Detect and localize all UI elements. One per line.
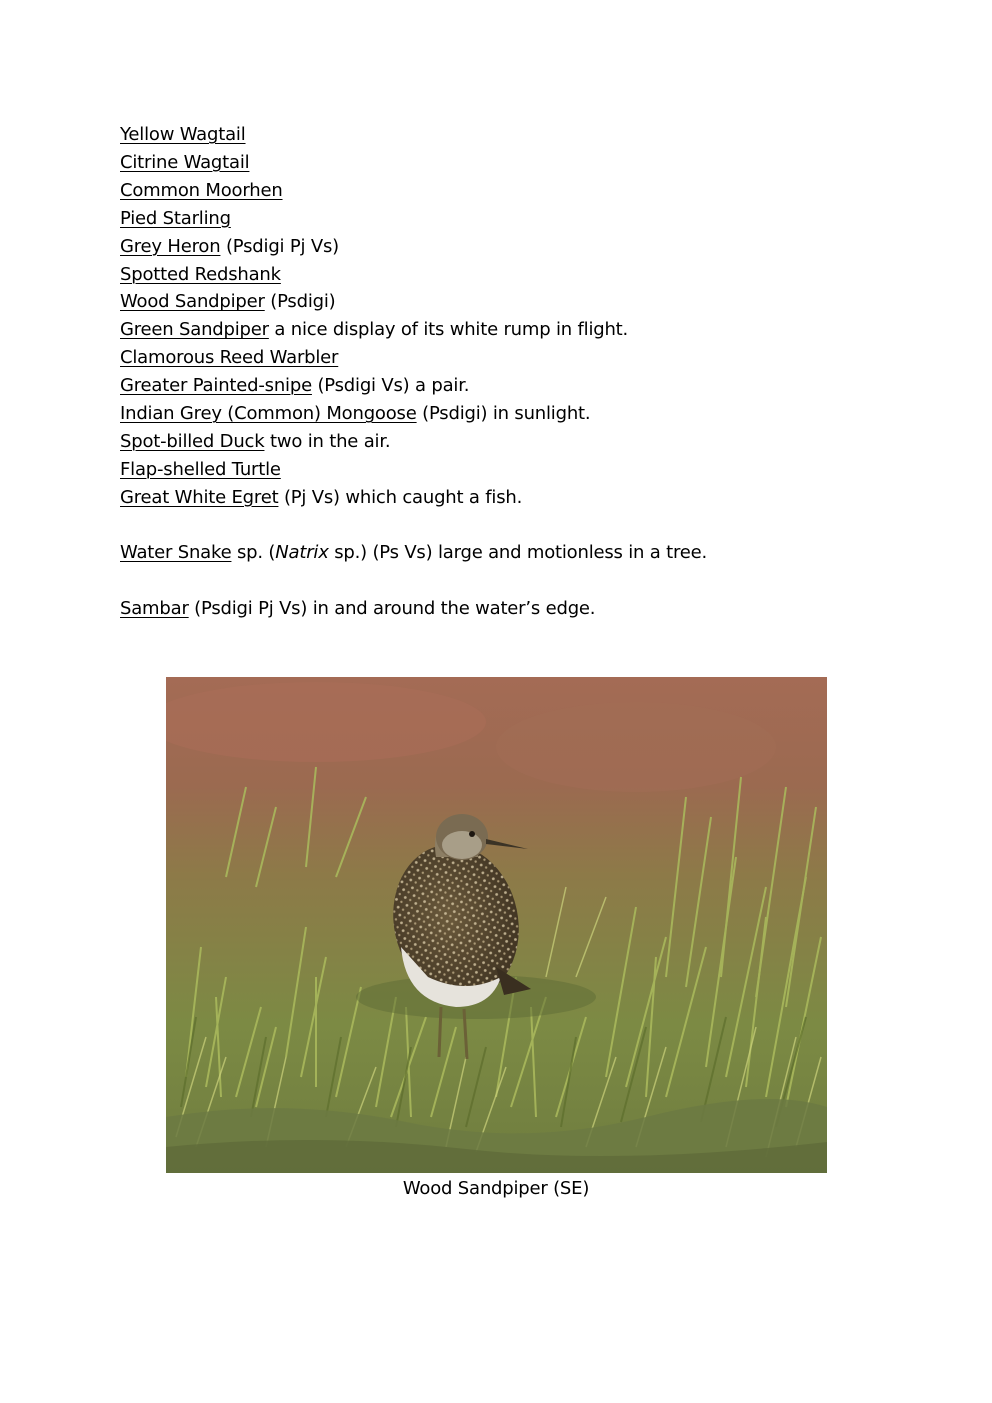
list-item bbox=[120, 428, 628, 456]
list-item bbox=[120, 288, 628, 316]
species-note: (Psdigi Vs) a pair. bbox=[311, 375, 470, 397]
species-note: sp. ( bbox=[231, 542, 276, 563]
species-name: Citrine Wagtail bbox=[120, 151, 250, 173]
water-snake-paragraph bbox=[120, 539, 707, 567]
species-name: Indian Grey (Common) Mongoose bbox=[120, 403, 417, 425]
species-note: (Pj Vs) which caught a fish. bbox=[278, 486, 523, 508]
list-item bbox=[120, 484, 628, 512]
species-name: Spotted Redshank bbox=[120, 263, 281, 285]
wood-sandpiper-photo bbox=[166, 677, 827, 1173]
species-name: Grey Heron bbox=[120, 235, 221, 257]
species-name: Flap-shelled Turtle bbox=[120, 458, 281, 480]
sambar-paragraph bbox=[120, 595, 595, 623]
species-name: Sambar bbox=[120, 598, 189, 619]
list-item bbox=[120, 316, 628, 344]
list-item bbox=[120, 233, 628, 261]
species-note: sp.) (Ps Vs) large and motionless in a tree. bbox=[328, 542, 708, 563]
species-name: Spot-billed Duck bbox=[120, 430, 265, 452]
list-item bbox=[120, 205, 628, 233]
species-note: (Psdigi Pj Vs) in and around the water’s edge. bbox=[188, 598, 596, 619]
species-note: (Psdigi) bbox=[264, 291, 336, 313]
list-item bbox=[120, 400, 628, 428]
species-name: Pied Starling bbox=[120, 207, 231, 229]
species-name: Clamorous Reed Warbler bbox=[120, 347, 339, 369]
list-item bbox=[120, 121, 628, 149]
scientific-name: Natrix bbox=[275, 542, 329, 563]
list-item bbox=[120, 456, 628, 484]
species-list bbox=[120, 121, 628, 512]
species-note: a nice display of its white rump in flight. bbox=[268, 319, 629, 341]
species-name: Greater Painted-snipe bbox=[120, 375, 312, 397]
list-item bbox=[120, 177, 628, 205]
list-item bbox=[120, 261, 628, 289]
list-item bbox=[120, 372, 628, 400]
list-item bbox=[120, 149, 628, 177]
species-name: Water Snake bbox=[120, 542, 232, 563]
species-name: Wood Sandpiper bbox=[120, 291, 265, 313]
species-note: (Psdigi) in sunlight. bbox=[416, 403, 591, 425]
species-name: Yellow Wagtail bbox=[120, 124, 246, 145]
list-item bbox=[120, 344, 628, 372]
species-name: Common Moorhen bbox=[120, 179, 283, 201]
species-note: (Psdigi Pj Vs) bbox=[220, 235, 339, 257]
species-note: two in the air. bbox=[264, 430, 391, 452]
photo-caption: Wood Sandpiper (SE) bbox=[402, 1178, 590, 1199]
species-name: Green Sandpiper bbox=[120, 319, 269, 341]
species-name: Great White Egret bbox=[120, 486, 279, 508]
